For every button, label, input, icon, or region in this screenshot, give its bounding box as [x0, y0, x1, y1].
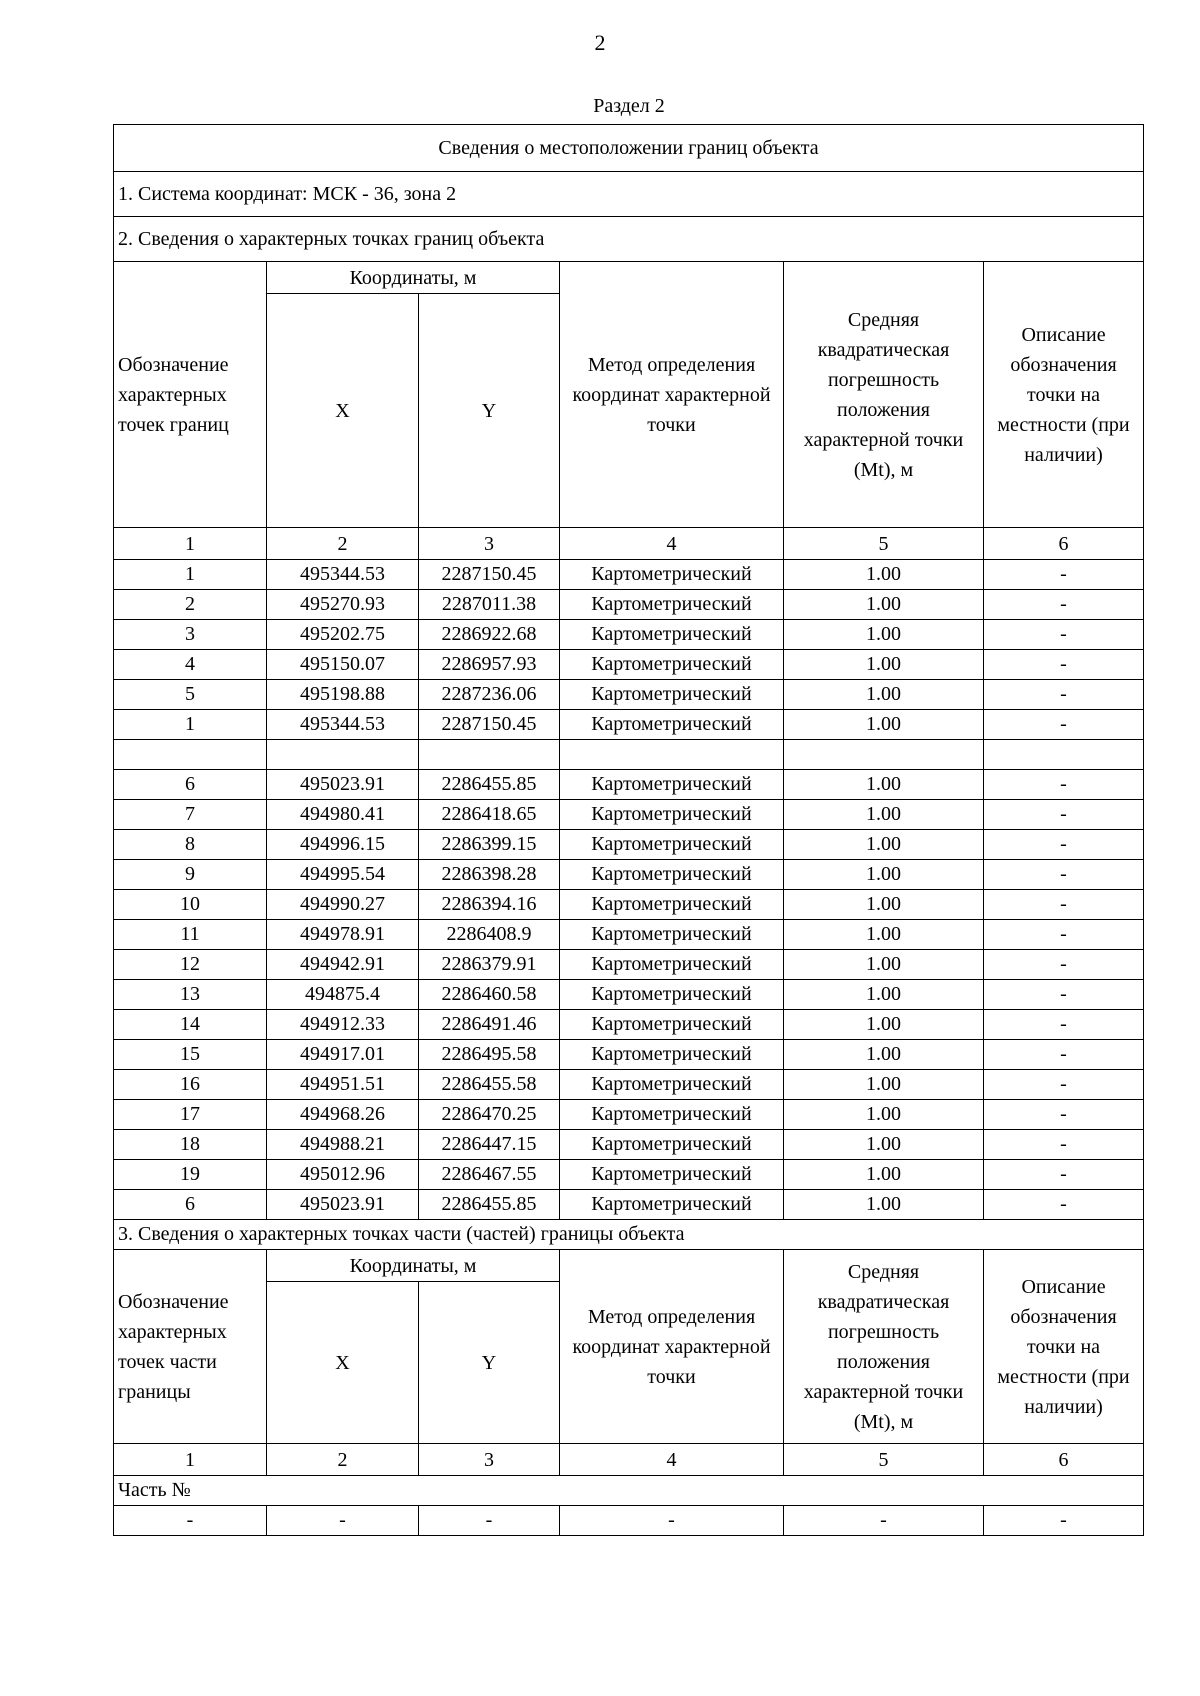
error-cell: 1.00 [784, 710, 984, 740]
table-row [114, 860, 1144, 890]
point-cell: 7 [114, 800, 267, 830]
table-row [114, 1130, 1144, 1160]
point-cell: 13 [114, 980, 267, 1010]
column-number: 6 [984, 528, 1144, 560]
y-cell: 2286495.58 [419, 1040, 560, 1070]
table-row [114, 830, 1144, 860]
error-cell: 1.00 [784, 680, 984, 710]
description-cell: - [984, 620, 1144, 650]
header-description-part: Описание обозначения точки на местности (при наличии) [984, 1250, 1144, 1444]
y-cell: 2286455.85 [419, 1190, 560, 1220]
error-cell: 1.00 [784, 1190, 984, 1220]
y-cell: 2286398.28 [419, 860, 560, 890]
method-cell: Картометрический [560, 860, 784, 890]
table-row [114, 590, 1144, 620]
method-cell: Картометрический [560, 560, 784, 590]
y-cell: 2286408.9 [419, 920, 560, 950]
header-coords-part: Координаты, м [267, 1250, 560, 1282]
y-cell: 2286379.91 [419, 950, 560, 980]
y-cell: 2286470.25 [419, 1100, 560, 1130]
table-row [114, 1190, 1144, 1220]
y-cell: 2287150.45 [419, 560, 560, 590]
description-cell: - [984, 560, 1144, 590]
table-row [114, 920, 1144, 950]
x-cell: 495023.91 [267, 770, 419, 800]
y-cell: 2287011.38 [419, 590, 560, 620]
method-cell: Картометрический [560, 590, 784, 620]
y-cell: 2286455.58 [419, 1070, 560, 1100]
table-row [114, 950, 1144, 980]
header-y: Y [419, 294, 560, 528]
point-cell: 2 [114, 590, 267, 620]
point-cell: 5 [114, 680, 267, 710]
table-row [114, 650, 1144, 680]
page-number: 2 [594, 30, 606, 55]
point-cell: 4 [114, 650, 267, 680]
error-cell: 1.00 [784, 650, 984, 680]
table-title: Сведения о местоположении границ объекта [114, 125, 1144, 172]
error-cell: 1.00 [784, 1040, 984, 1070]
method-cell: Картометрический [560, 770, 784, 800]
description-cell: - [984, 980, 1144, 1010]
method-cell: Картометрический [560, 1070, 784, 1100]
error-cell: 1.00 [784, 980, 984, 1010]
empty-cell [984, 740, 1144, 770]
column-number: 1 [114, 528, 267, 560]
empty-cell [419, 740, 560, 770]
x-cell: 495270.93 [267, 590, 419, 620]
error-cell: 1.00 [784, 1160, 984, 1190]
x-cell: 494942.91 [267, 950, 419, 980]
column-number: 5 [784, 528, 984, 560]
header-method: Метод определения координат характерной точки [560, 262, 784, 528]
description-cell: - [984, 860, 1144, 890]
point-cell: 16 [114, 1070, 267, 1100]
table-row [114, 770, 1144, 800]
y-cell: 2286418.65 [419, 800, 560, 830]
column-number: 2 [267, 528, 419, 560]
table-row [114, 1160, 1144, 1190]
x-cell: 495023.91 [267, 1190, 419, 1220]
description-cell: - [984, 1190, 1144, 1220]
description-cell: - [984, 770, 1144, 800]
method-cell: Картометрический [560, 800, 784, 830]
error-cell: 1.00 [784, 890, 984, 920]
y-cell: 2287236.06 [419, 680, 560, 710]
y-cell: 2286957.93 [419, 650, 560, 680]
table-row [114, 800, 1144, 830]
point-cell: - [114, 1506, 267, 1536]
description-cell: - [984, 710, 1144, 740]
part-label: Часть № [114, 1476, 1144, 1506]
header-point-part: Обозначение характерных точек части границы [114, 1250, 267, 1444]
x-cell: - [267, 1506, 419, 1536]
x-cell: 494978.91 [267, 920, 419, 950]
method-cell: Картометрический [560, 1010, 784, 1040]
method-cell: Картометрический [560, 1130, 784, 1160]
point-cell: 1 [114, 710, 267, 740]
section3-title: 3. Сведения о характерных точках части (частей) границы объекта [114, 1220, 1144, 1250]
column-number: 4 [560, 1444, 784, 1476]
x-cell: 494951.51 [267, 1070, 419, 1100]
description-cell: - [984, 1040, 1144, 1070]
description-cell: - [984, 1130, 1144, 1160]
error-cell: 1.00 [784, 920, 984, 950]
x-cell: 494990.27 [267, 890, 419, 920]
column-number: 2 [267, 1444, 419, 1476]
description-cell: - [984, 1100, 1144, 1130]
empty-cell [560, 740, 784, 770]
x-cell: 494988.21 [267, 1130, 419, 1160]
column-number: 4 [560, 528, 784, 560]
method-cell: Картометрический [560, 830, 784, 860]
table-row [114, 560, 1144, 590]
boundary-table [113, 124, 1144, 1536]
error-cell: 1.00 [784, 860, 984, 890]
x-cell: 495150.07 [267, 650, 419, 680]
error-cell: 1.00 [784, 800, 984, 830]
point-cell: 11 [114, 920, 267, 950]
error-cell: 1.00 [784, 560, 984, 590]
column-number: 5 [784, 1444, 984, 1476]
method-cell: Картометрический [560, 1040, 784, 1070]
description-cell: - [984, 1070, 1144, 1100]
description-cell: - [984, 650, 1144, 680]
point-cell: 10 [114, 890, 267, 920]
x-cell: 494995.54 [267, 860, 419, 890]
description-cell: - [984, 1160, 1144, 1190]
error-cell: 1.00 [784, 620, 984, 650]
error-cell: 1.00 [784, 950, 984, 980]
header-x-part: X [267, 1282, 419, 1444]
method-cell: Картометрический [560, 950, 784, 980]
y-cell: 2286447.15 [419, 1130, 560, 1160]
description-cell: - [984, 1010, 1144, 1040]
x-cell: 494875.4 [267, 980, 419, 1010]
point-cell: 18 [114, 1130, 267, 1160]
point-cell: 3 [114, 620, 267, 650]
description-cell: - [984, 950, 1144, 980]
method-cell: - [560, 1506, 784, 1536]
empty-cell [267, 740, 419, 770]
column-number: 1 [114, 1444, 267, 1476]
method-cell: Картометрический [560, 980, 784, 1010]
y-cell: 2286460.58 [419, 980, 560, 1010]
y-cell: 2286491.46 [419, 1010, 560, 1040]
method-cell: Картометрический [560, 680, 784, 710]
error-cell: - [784, 1506, 984, 1536]
empty-cell [784, 740, 984, 770]
point-cell: 17 [114, 1100, 267, 1130]
method-cell: Картометрический [560, 1100, 784, 1130]
method-cell: Картометрический [560, 1190, 784, 1220]
x-cell: 494912.33 [267, 1010, 419, 1040]
column-number: 3 [419, 528, 560, 560]
point-cell: 1 [114, 560, 267, 590]
method-cell: Картометрический [560, 890, 784, 920]
section2-title: 2. Сведения о характерных точках границ объекта [114, 217, 1144, 262]
error-cell: 1.00 [784, 1130, 984, 1160]
x-cell: 495344.53 [267, 710, 419, 740]
x-cell: 494917.01 [267, 1040, 419, 1070]
table-row [114, 710, 1144, 740]
y-cell: - [419, 1506, 560, 1536]
separator-row [114, 740, 1144, 770]
description-cell: - [984, 890, 1144, 920]
table-row [114, 1040, 1144, 1070]
error-cell: 1.00 [784, 770, 984, 800]
y-cell: 2286467.55 [419, 1160, 560, 1190]
column-number: 6 [984, 1444, 1144, 1476]
x-cell: 494968.26 [267, 1100, 419, 1130]
table-row [114, 1100, 1144, 1130]
y-cell: 2286455.85 [419, 770, 560, 800]
column-number: 3 [419, 1444, 560, 1476]
table-row [114, 680, 1144, 710]
y-cell: 2286394.16 [419, 890, 560, 920]
column-numbers-row [114, 528, 1144, 560]
method-cell: Картометрический [560, 650, 784, 680]
table-row [114, 620, 1144, 650]
error-cell: 1.00 [784, 590, 984, 620]
section-title: Раздел 2 [593, 95, 665, 117]
description-cell: - [984, 920, 1144, 950]
table-row [114, 980, 1144, 1010]
header-error: Средняя квадратическая погрешность положения характерной точки (Mt), м [784, 262, 984, 528]
x-cell: 494996.15 [267, 830, 419, 860]
error-cell: 1.00 [784, 1010, 984, 1040]
empty-cell [114, 740, 267, 770]
header-description: Описание обозначения точки на местности (при наличии) [984, 262, 1144, 528]
point-cell: 14 [114, 1010, 267, 1040]
x-cell: 495202.75 [267, 620, 419, 650]
description-cell: - [984, 800, 1144, 830]
description-cell: - [984, 590, 1144, 620]
x-cell: 495198.88 [267, 680, 419, 710]
point-cell: 6 [114, 1190, 267, 1220]
column-numbers-row [114, 1444, 1144, 1476]
x-cell: 494980.41 [267, 800, 419, 830]
description-cell: - [984, 1506, 1144, 1536]
y-cell: 2286399.15 [419, 830, 560, 860]
header-x: X [267, 294, 419, 528]
header-error-part: Средняя квадратическая погрешность положения характерной точки (Mt), м [784, 1250, 984, 1444]
coord-system: 1. Система координат: МСК - 36, зона 2 [114, 172, 1144, 217]
header-coords: Координаты, м [267, 262, 560, 294]
error-cell: 1.00 [784, 830, 984, 860]
x-cell: 495344.53 [267, 560, 419, 590]
description-cell: - [984, 830, 1144, 860]
table-row [114, 1010, 1144, 1040]
header-y-part: Y [419, 1282, 560, 1444]
header-point: Обозначение характерных точек границ [114, 262, 267, 528]
point-cell: 6 [114, 770, 267, 800]
table-row [114, 1070, 1144, 1100]
point-cell: 12 [114, 950, 267, 980]
method-cell: Картометрический [560, 1160, 784, 1190]
point-cell: 8 [114, 830, 267, 860]
point-cell: 19 [114, 1160, 267, 1190]
table-row [114, 1506, 1144, 1536]
error-cell: 1.00 [784, 1070, 984, 1100]
point-cell: 15 [114, 1040, 267, 1070]
table-row [114, 890, 1144, 920]
description-cell: - [984, 680, 1144, 710]
y-cell: 2287150.45 [419, 710, 560, 740]
x-cell: 495012.96 [267, 1160, 419, 1190]
method-cell: Картометрический [560, 710, 784, 740]
point-cell: 9 [114, 860, 267, 890]
y-cell: 2286922.68 [419, 620, 560, 650]
error-cell: 1.00 [784, 1100, 984, 1130]
method-cell: Картометрический [560, 620, 784, 650]
header-method-part: Метод определения координат характерной точки [560, 1250, 784, 1444]
method-cell: Картометрический [560, 920, 784, 950]
